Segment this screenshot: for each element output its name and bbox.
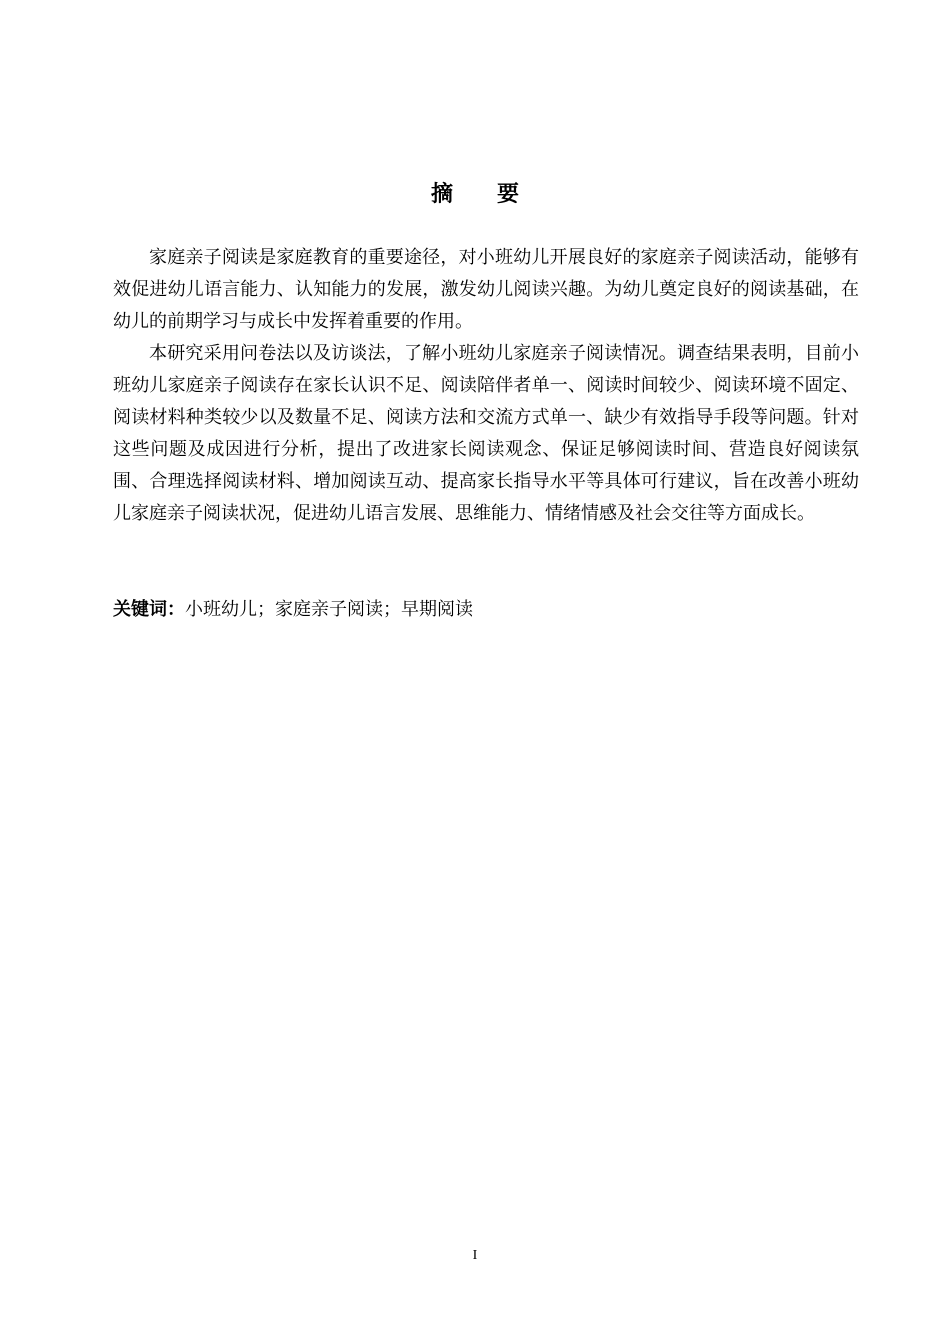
abstract-paragraph-1: 家庭亲子阅读是家庭教育的重要途径，对小班幼儿开展良好的家庭亲子阅读活动，能够有效促进幼儿语言能力、认知能力的发展，激发幼儿阅读兴趣。为幼儿奠定良好的阅读基础，在幼儿的前期学习与成长中发挥着重要的作用。 bbox=[113, 247, 859, 332]
abstract-body bbox=[113, 242, 859, 530]
keywords-line bbox=[113, 594, 859, 626]
keywords-label: 关键词： bbox=[113, 599, 185, 620]
abstract-paragraph-2: 本研究采用问卷法以及访谈法，了解小班幼儿家庭亲子阅读情况。调查结果表明，目前小班幼儿家庭亲子阅读存在家长认识不足、阅读陪伴者单一、阅读时间较少、阅读环境不固定、阅读材料种类较少以及数量不足、阅读方法和交流方式单一、缺少有效指导手段等问题。针对这些问题及成因进行分析，提出了改进家长阅读观念、保证足够阅读时间、营造良好阅读氛围、合理选择阅读材料、增加阅读互动、提高家长指导水平等具体可行建议，旨在改善小班幼儿家庭亲子阅读状况，促进幼儿语言发展、思维能力、情绪情感及社会交往等方面成长。 bbox=[113, 343, 859, 524]
page-number: I bbox=[472, 1248, 478, 1263]
keywords-text: 小班幼儿；家庭亲子阅读；早期阅读 bbox=[185, 599, 473, 620]
abstract-title: 摘要 bbox=[430, 182, 563, 207]
